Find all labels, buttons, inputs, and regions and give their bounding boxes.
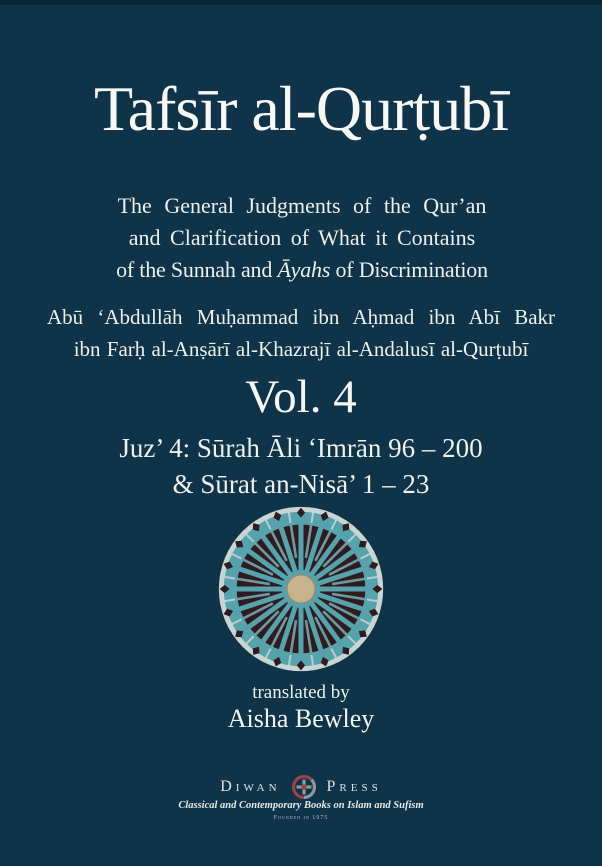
translated-by-label: translated by [252,682,350,703]
subtitle-line3-after: of Discrimination [330,257,488,282]
author-line: Abū ‘Abdullāh Muḥammad ibn Aḥmad ibn Abī Bakr [46,305,556,329]
cover-top-edge-shadow [0,0,602,5]
publisher-tagline: Classical and Contemporary Books on Islam and Sufism [178,800,424,811]
publisher-name-press: Press [326,778,382,795]
publisher-lockup [0,773,602,801]
volume-label: Vol. 4 [245,371,357,423]
author-line: ibn Farḥ al-Anṣārī al-Khazrajī al-Andalusī al-Qurṭubī [73,337,529,361]
subtitle-line3-italic: Āyahs [277,257,331,282]
author-name [39,301,563,365]
subtitle-line: and Clarification of What it Contains [128,225,476,250]
translator-name: Aisha Bewley [227,704,375,733]
book-subtitle [108,190,496,286]
subtitle-line: The General Judgments of the Qur’an [117,193,487,218]
juz-line: & Sūrat an-Nisā’ 1 – 23 [172,469,430,499]
publisher-name-diwan: Diwan [220,778,281,795]
diwan-press-logo-icon [291,774,317,800]
subtitle-line [108,254,496,286]
geometric-medallion-ornament [217,506,385,672]
juz-range [0,430,602,502]
publisher-founded-label: Founded in 1975 [273,815,329,821]
book-title: Tafsīr al-Qurṭubī [94,73,508,144]
juz-line: Juz’ 4: Sūrah Āli ‘Imrān 96 – 200 [119,433,483,463]
subtitle-line3-before: of the Sunnah and [116,257,278,282]
